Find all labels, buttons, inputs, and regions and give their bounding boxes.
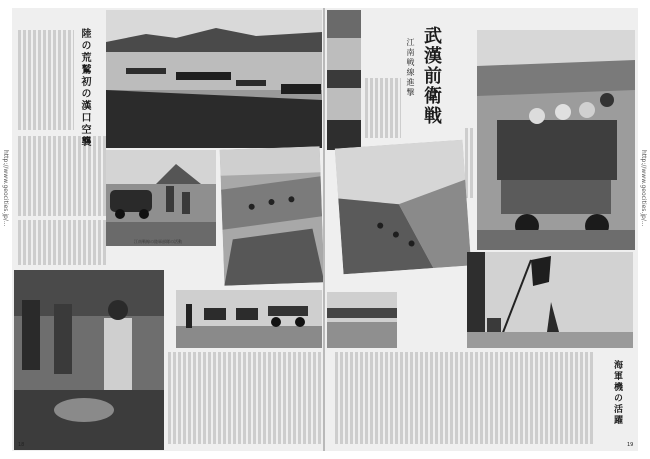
troop-truck-photo <box>477 30 635 250</box>
margin-label-right: http://www.geocities.jp/... <box>640 150 647 227</box>
article-text-block <box>18 30 74 130</box>
article-text-block <box>18 220 106 265</box>
side-title: 海軍機の活躍 <box>612 360 622 426</box>
warship-flag-photo <box>467 252 633 348</box>
photo-caption: 江南戦線の陸軍部隊の活動 <box>134 239 182 244</box>
margin-label-left: http://www.geocities.jp/... <box>2 150 9 227</box>
subtitle: 江南戦線進撃 <box>406 38 415 98</box>
left-page <box>12 8 325 451</box>
riverbank-troops-photo <box>335 140 471 275</box>
page-number: 19 <box>627 442 634 448</box>
article-text-block <box>365 78 401 138</box>
hillside-troops-photo <box>220 146 325 285</box>
article-title: 陸の荒鷲初の漢口空襲 <box>79 28 90 148</box>
article-text-block <box>335 352 595 444</box>
artillery-column-photo <box>176 290 322 348</box>
soldiers-vehicle-photo <box>106 150 216 246</box>
river-boats-photo <box>106 10 322 148</box>
main-title: 武漢前衛戦 <box>421 26 442 126</box>
article-text-block <box>168 352 322 444</box>
page-number: 18 <box>18 442 25 448</box>
magazine-spread <box>12 8 638 451</box>
article-text-block <box>18 136 106 216</box>
right-page <box>325 8 638 451</box>
river-strip-photo <box>327 10 361 150</box>
marching-troops-photo <box>327 292 397 348</box>
photo-caption-block <box>465 128 475 198</box>
soldiers-rest-photo <box>14 270 164 450</box>
